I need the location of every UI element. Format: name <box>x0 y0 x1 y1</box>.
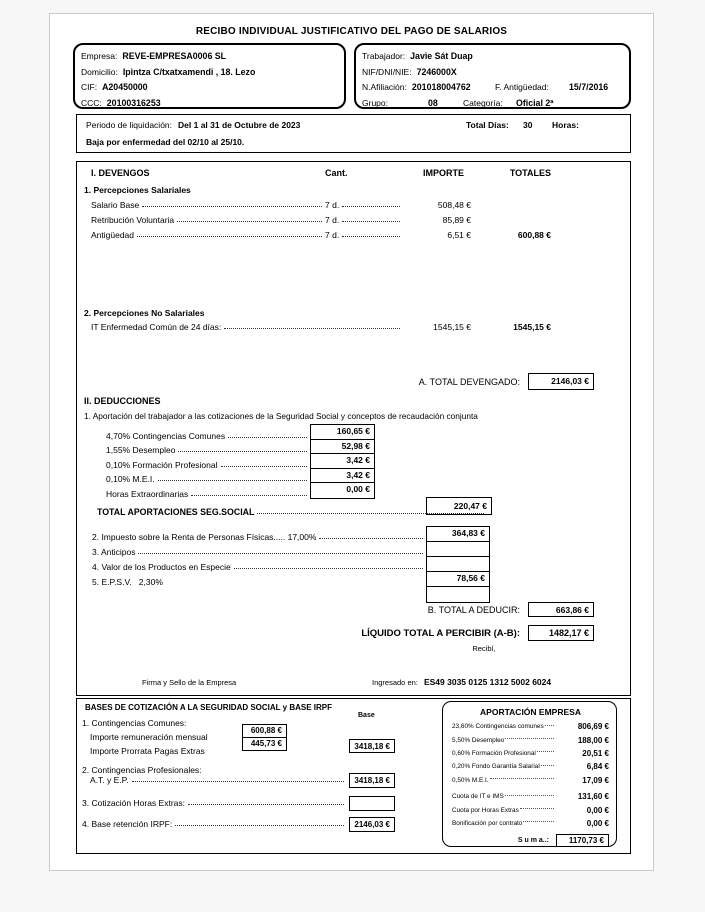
company-contribution-row <box>452 720 609 733</box>
company-box <box>73 43 346 109</box>
dotted-leader <box>505 795 554 796</box>
amount-box: 0,00 € <box>346 484 370 495</box>
deduction-row <box>92 542 426 557</box>
total-contributions-label: TOTAL APORTACIONES SEG.SOCIAL <box>97 507 255 517</box>
worker-label: Trabajador: <box>362 51 406 61</box>
other-deduction-rows <box>92 527 426 602</box>
amount-value: 806,69 € <box>577 722 609 732</box>
dotted-leader <box>158 480 307 481</box>
ccc-label: CCC: <box>81 97 102 108</box>
dotted-leader <box>138 553 423 554</box>
company-row <box>81 49 339 65</box>
common-contingencies-base: 3418,18 € <box>349 739 395 753</box>
page-title: RECIBO INDIVIDUAL JUSTIFICATIVO DEL PAGO DE SALARIOS <box>195 26 508 37</box>
deposited-in-row <box>372 677 551 687</box>
deduction-row <box>92 527 426 542</box>
amount-value: 131,60 € <box>577 792 609 802</box>
concept-label: 23,60% Contingencias comunes <box>452 723 544 731</box>
total-deductions-label: B. TOTAL A DEDUCIR: <box>427 604 520 615</box>
net-pay-label: LÍQUIDO TOTAL A PERCIBIR (A-B): <box>361 627 520 639</box>
amount-value: 188,00 € <box>577 735 609 745</box>
dotted-leader <box>545 725 554 726</box>
concept-label: Bonificación por contrato <box>452 819 523 827</box>
base-column-header: Base <box>358 712 375 719</box>
period-value: Del 1 al 31 de Octubre de 2023 <box>178 120 301 130</box>
dotted-leader <box>541 765 554 766</box>
company-contribution-total-row <box>452 834 609 847</box>
worker-contribution-amounts <box>310 424 375 499</box>
earnings-heading: I. DEVENGOS <box>91 168 150 178</box>
amount-box <box>427 557 489 572</box>
earning-row <box>91 195 551 210</box>
company-contribution-heading: APORTACIÓN EMPRESA <box>480 707 581 717</box>
amount-value: 6,84 € <box>586 762 609 772</box>
company-value: REVE-EMPRESA0006 SL <box>122 51 227 61</box>
deduction-row <box>106 426 310 441</box>
total-contributions-row <box>97 507 487 517</box>
ccc-row <box>81 96 339 112</box>
total-deductions-row <box>77 602 594 617</box>
amount-box: 3,42 € <box>311 469 374 484</box>
sick-leave-note: Baja por enfermedad del 02/10 al 25/10. <box>86 137 245 147</box>
concept-label: Horas Extraordinarias <box>106 488 189 499</box>
dotted-leader <box>490 778 554 779</box>
dotted-leader <box>342 221 400 222</box>
concept-label: Salario Base <box>91 200 140 210</box>
salary-earnings-rows <box>91 195 551 240</box>
amount-value: 1545,15 € <box>433 322 471 332</box>
earning-row <box>91 210 551 225</box>
concept-label: 1,55% Desempleo <box>106 445 176 456</box>
dotted-leader <box>520 808 554 809</box>
group-row <box>362 96 624 112</box>
total-earned-row <box>77 373 594 390</box>
address-row <box>81 65 339 81</box>
dotted-leader <box>257 513 484 514</box>
payslip-sheet <box>49 13 654 871</box>
concept-label: 0,20% Fondo Garantía Salarial <box>452 763 540 771</box>
col-importe: IMPORTE <box>422 168 464 178</box>
other-deduction-amounts <box>426 526 490 603</box>
total-earned-label: A. TOTAL DEVENGADO: <box>418 376 520 387</box>
group-label: Grupo: <box>362 97 388 108</box>
dotted-leader <box>175 825 344 826</box>
company-contribution-row <box>452 817 609 830</box>
concept-label: 0,10% M.E.I. <box>106 474 155 485</box>
amount-box: 52,98 € <box>311 440 374 455</box>
amount-value: 20,51 € <box>582 748 609 758</box>
company-contribution-row <box>452 790 609 803</box>
seniority-label: F. Antigüedad: <box>495 82 549 92</box>
amount-box <box>427 587 489 602</box>
contribution-bases-box <box>76 698 631 854</box>
affiliation-label: N.Afiliación: <box>362 82 407 92</box>
professional-contingencies-base: 3418,18 € <box>349 773 395 788</box>
amount-value: 85,89 € <box>442 215 471 225</box>
deduction-row <box>106 470 310 485</box>
nif-row <box>362 65 624 81</box>
dotted-leader <box>342 206 400 207</box>
worker-box <box>354 43 631 109</box>
net-pay-value: 1482,17 € <box>528 625 594 641</box>
amount-value: 0,00 € <box>586 818 609 828</box>
col-totales: TOTALES <box>509 168 551 178</box>
signature-label: Firma y Sello de la Empresa <box>142 678 237 687</box>
common-contingencies-heading: 1. Contingencias Comunes: <box>82 718 187 728</box>
irpf-base-label: 4. Base retención IRPF: <box>82 819 173 829</box>
dotted-leader <box>191 495 307 496</box>
affiliation-value: 201018004762 <box>411 82 471 92</box>
company-contribution-row <box>452 733 609 746</box>
worker-name-row <box>362 49 624 65</box>
overtime-base <box>349 796 395 811</box>
amount-value: 6,51 € <box>447 230 471 240</box>
extra-pay-prorate-label: Importe Prorrata Pagas Extras <box>90 746 205 756</box>
company-contribution-row <box>452 747 609 760</box>
cif-value: A20450000 <box>102 82 148 92</box>
cif-label: CIF: <box>81 82 98 92</box>
amount-value: 17,09 € <box>582 775 609 785</box>
atep-row <box>90 772 347 785</box>
ccc-value: 20100316253 <box>106 97 161 108</box>
quantity-value: 7 d. <box>325 230 340 240</box>
worker-name: Javie Sát Duap <box>410 51 473 61</box>
salary-earnings-heading: 1. Percepciones Salariales <box>84 185 191 195</box>
worker-contribution-rows <box>106 426 310 499</box>
concept-label: 0,60% Formación Profesional <box>452 749 536 757</box>
category-label: Categoría: <box>463 97 503 108</box>
concept-label: 4,70% Contingencias Comunes <box>106 430 226 441</box>
total-value: 1545,15 € <box>513 322 551 332</box>
irpf-base-row <box>82 816 347 829</box>
amount-box: 445,73 € <box>250 738 282 748</box>
dotted-leader <box>132 781 344 782</box>
atep-label: A.T. y E.P. <box>90 775 129 785</box>
hours-label: Horas: <box>552 120 579 130</box>
address-label: Domicilio: <box>81 66 118 77</box>
amount-box: 600,88 € <box>243 725 286 738</box>
non-salary-earnings-rows <box>91 317 551 332</box>
deduction-row <box>106 455 310 470</box>
earnings-header-row <box>91 168 551 178</box>
deposited-in-label: Ingresado en: <box>372 678 418 687</box>
net-pay-row <box>77 625 594 641</box>
amount-value: 508,48 € <box>437 200 471 210</box>
deductions-heading: II. DEDUCCIONES <box>84 396 161 406</box>
deduction-row <box>92 587 426 602</box>
company-contribution-box <box>442 701 617 847</box>
received-label: Recibí, <box>472 644 496 653</box>
address-value: Ipintza C/txatxamendi , 18. Lezo <box>122 66 256 77</box>
amount-box: 3,42 € <box>311 454 374 469</box>
dotted-leader <box>342 236 400 237</box>
concept-label: IT Enfermedad Común de 24 días: <box>91 322 222 332</box>
dotted-leader <box>178 451 307 452</box>
overtime-contribution-row <box>82 795 347 808</box>
dotted-leader <box>177 221 322 222</box>
amount-box <box>427 542 489 557</box>
period-box <box>76 114 631 153</box>
remuneration-amounts <box>242 724 287 751</box>
cif-row <box>81 80 339 96</box>
company-contribution-row <box>452 760 609 773</box>
concept-label: 0,50% M.E.I. <box>452 776 489 784</box>
group-value: 08 <box>428 97 438 108</box>
overtime-contribution-label: 3. Cotización Horas Extras: <box>82 798 185 808</box>
amount-box: 78,56 € <box>427 572 489 587</box>
dotted-leader <box>137 236 322 237</box>
deduction-row <box>106 484 310 499</box>
concept-label: Cuota de IT e IMS <box>452 793 504 801</box>
professional-contingencies-heading: 2. Contingencias Profesionales: <box>82 765 202 775</box>
nif-value: 7246000X <box>416 66 457 77</box>
total-earned-value: 2146,03 € <box>528 373 594 390</box>
total-contributions-value: 220,47 € <box>426 497 492 515</box>
dotted-leader <box>505 738 554 739</box>
company-label: Empresa: <box>81 51 118 61</box>
concept-label: 0,10% Formación Profesional <box>106 459 218 470</box>
sum-value: 1170,73 € <box>556 834 609 847</box>
total-days-value: 30 <box>523 120 533 130</box>
total-days-label: Total Días: <box>466 120 509 130</box>
non-salary-earnings-heading: 2. Percepciones No Salariales <box>84 308 205 318</box>
affiliation-row <box>362 80 624 96</box>
dotted-leader <box>523 821 554 822</box>
col-cant: Cant. <box>325 168 348 178</box>
irpf-base-value: 2146,03 € <box>349 817 395 832</box>
concept-label: 3. Anticipos <box>92 547 136 557</box>
company-contribution-row <box>452 803 609 816</box>
quantity-value: 7 d. <box>325 215 340 225</box>
dotted-leader <box>319 538 423 539</box>
bases-heading: BASES DE COTIZACIÓN A LA SEGURIDAD SOCIAL y BASE IRPF <box>85 703 332 712</box>
monthly-remuneration-label: Importe remuneración mensual <box>90 732 208 742</box>
total-value: 600,88 € <box>517 230 551 240</box>
amount-value: 0,00 € <box>586 805 609 815</box>
dotted-leader <box>224 328 400 329</box>
category-value: Oficial 2ª <box>516 97 554 108</box>
dotted-leader <box>234 568 423 569</box>
deduction-row <box>92 572 426 587</box>
concept-label: 2. Impuesto sobre la Renta de Personas Físicas..... 17,00% <box>92 532 317 542</box>
earnings-deductions-box <box>76 161 631 696</box>
dotted-leader <box>537 751 554 752</box>
dotted-leader <box>221 466 307 467</box>
period-label: Periodo de liquidación: <box>86 120 173 130</box>
deductions-intro: 1. Aportación del trabajador a las cotizaciones de la Seguridad Social y conceptos de recaudación conjunta <box>84 411 478 421</box>
company-contribution-row <box>452 774 609 787</box>
deduction-row <box>106 441 310 456</box>
dotted-leader <box>188 804 344 805</box>
amount-box: 364,83 € <box>427 527 489 542</box>
iban-value: ES49 3035 0125 1312 5002 6024 <box>423 677 552 687</box>
dotted-leader <box>228 437 307 438</box>
concept-label: Retribución Voluntaria <box>91 215 175 225</box>
concept-label: 4. Valor de los Productos en Especie <box>92 562 231 572</box>
concept-label: Antigüedad <box>91 230 135 240</box>
concept-label: Cuota por Horas Extras <box>452 806 519 814</box>
dotted-leader <box>142 206 322 207</box>
total-deductions-value: 663,86 € <box>528 602 594 617</box>
seniority-value: 15/7/2016 <box>569 82 609 92</box>
deduction-row <box>92 557 426 572</box>
nif-label: NIF/DNI/NIE: <box>362 66 412 77</box>
quantity-value: 7 d. <box>325 200 340 210</box>
amount-box: 160,65 € <box>311 425 374 440</box>
concept-label: 5,50% Desempleo <box>452 736 505 744</box>
concept-label: 5. E.P.S.V. 2,30% <box>92 577 163 587</box>
period-row <box>86 120 630 134</box>
earning-row <box>91 225 551 240</box>
sum-label: S u m a..: <box>517 836 549 844</box>
earning-row <box>91 317 551 332</box>
